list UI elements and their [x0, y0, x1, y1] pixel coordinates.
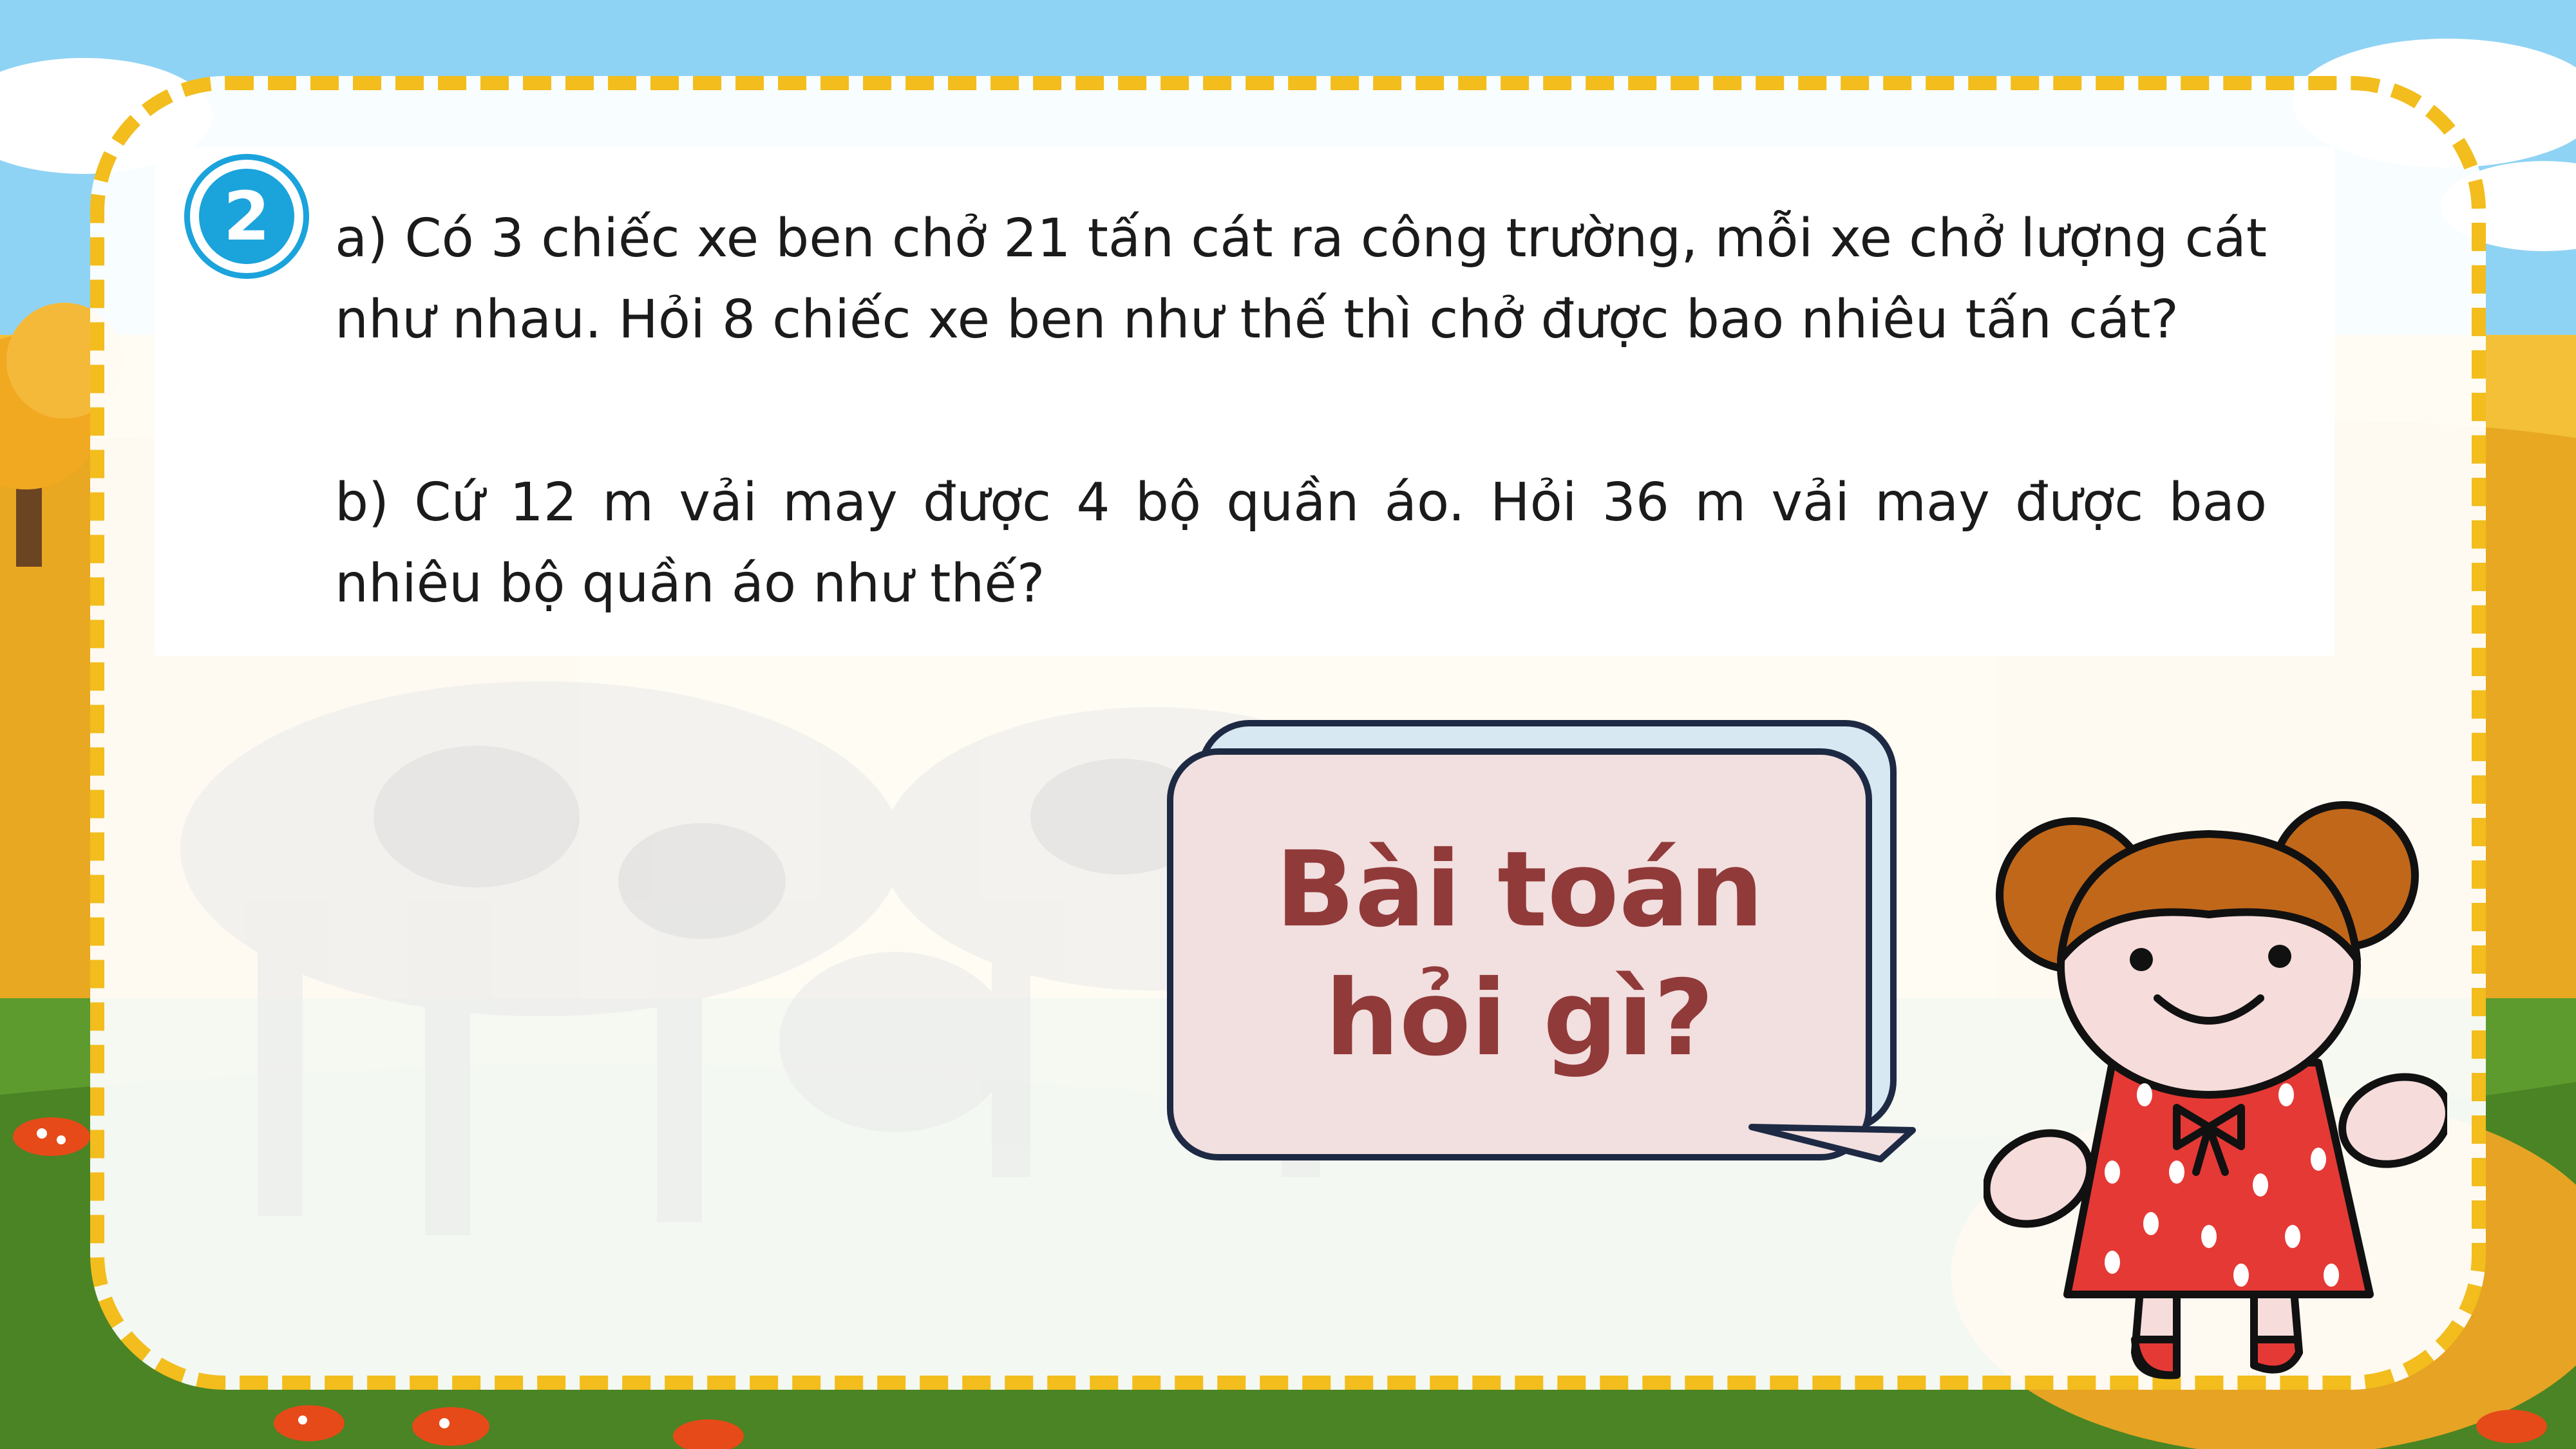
problem-part-a: a) Có 3 chiếc xe ben chở 21 tấn cát ra công trường, mỗi xe chở lượng cát như nhau. Hỏi 8 chiếc xe ben như thế thì chở được bao nhiêu tấn cát? [335, 208, 2267, 350]
speech-bubble-tail [1159, 715, 1919, 1179]
problem-number-badge: 2 [190, 160, 303, 273]
bubble-text-line-1: Bài toán [1275, 829, 1764, 951]
problem-part-b: b) Cứ 12 m vải may được 4 bộ quần áo. Hỏi 36 m vải may được bao nhiêu bộ quần áo như thế? [335, 472, 2267, 614]
doll-character-icon [1984, 786, 2447, 1391]
bubble-text-line-2: hỏi gì? [1325, 958, 1714, 1079]
